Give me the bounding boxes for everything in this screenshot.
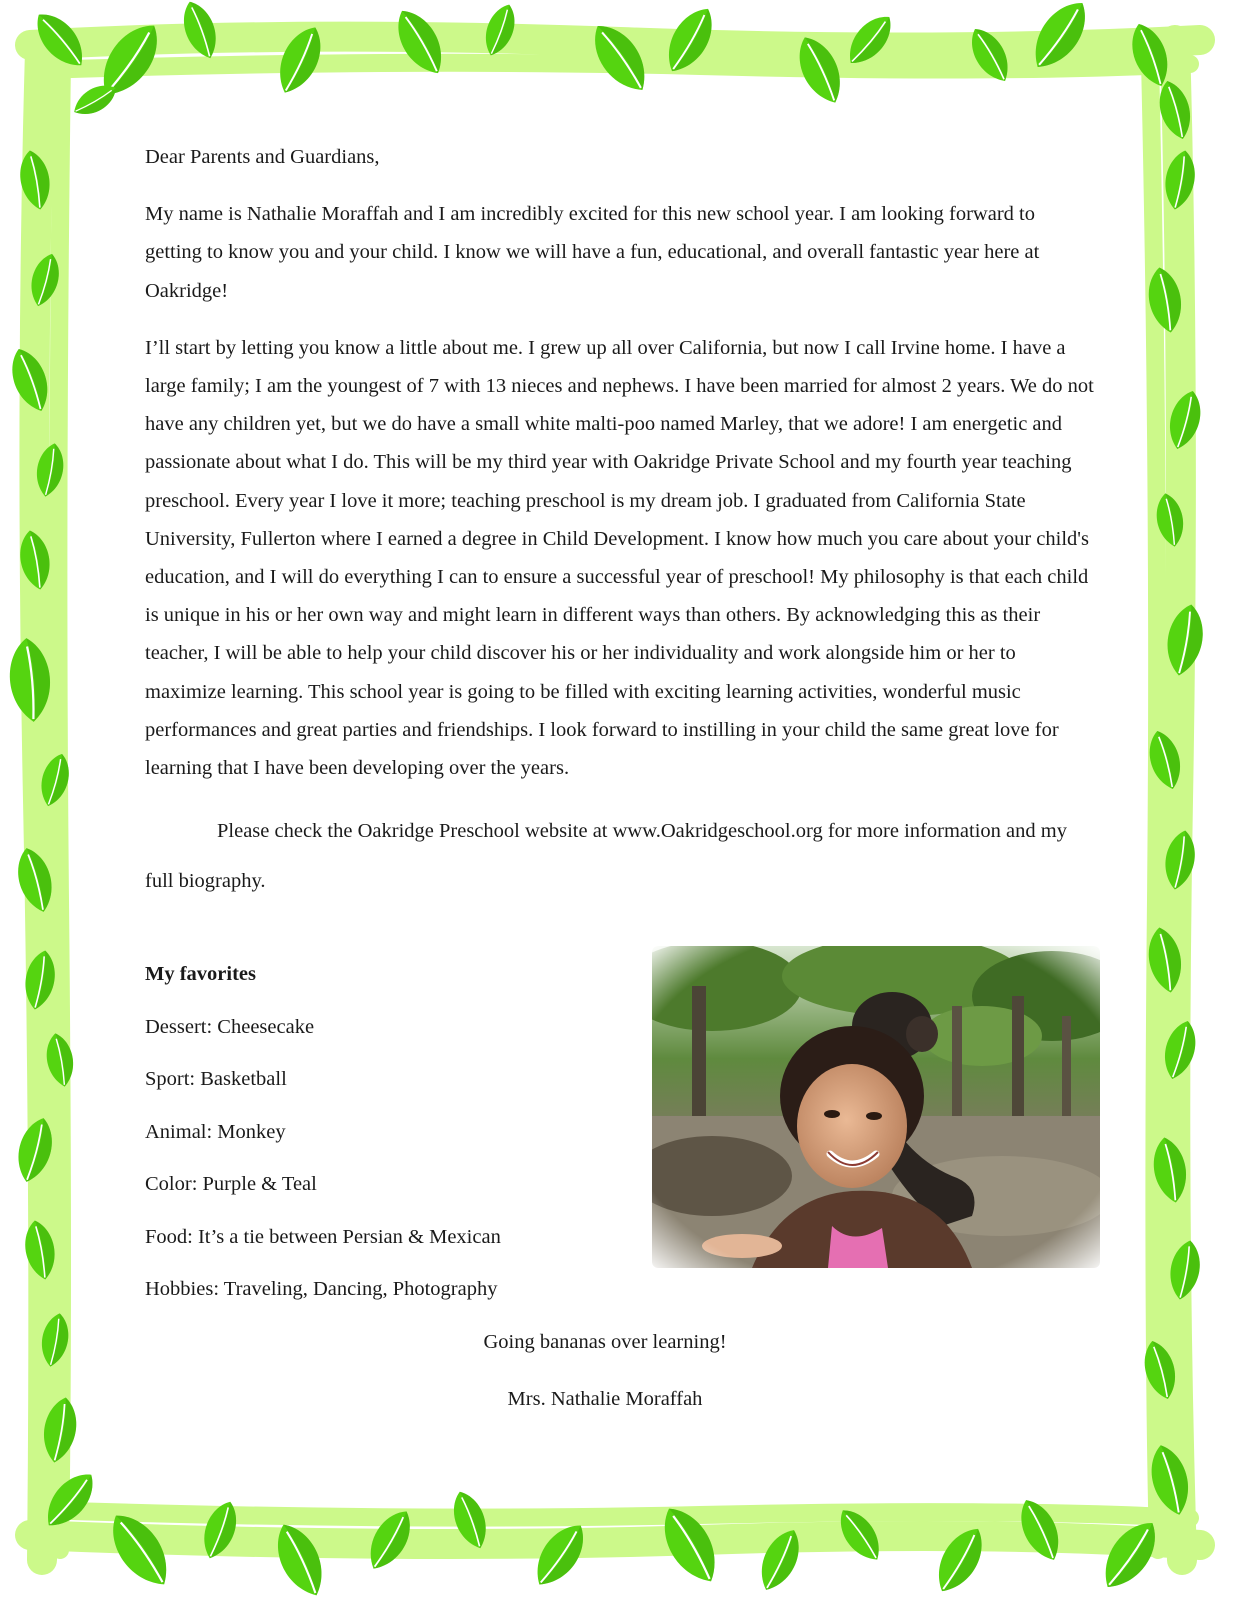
website-note: Please check the Oakridge Preschool website at www.Oakridgeschool.org for more information and my full biography. bbox=[145, 820, 1067, 893]
frame-stroke bbox=[1175, 40, 1182, 1560]
greeting: Dear Parents and Guardians, bbox=[145, 146, 380, 168]
favorite-item-sport: Sport: Basketball bbox=[145, 1068, 287, 1090]
favorite-item-animal: Animal: Monkey bbox=[145, 1120, 286, 1143]
closing-motto: Going bananas over learning! bbox=[483, 1331, 727, 1353]
about-me-paragraph: I’ll start by letting you know a little about me. I grew up all over California, but now I call Irvine home. I have a large family; I am the youngest of 7 with 13 nieces and nephews. I have been married for almost 2 years. We do not have any children yet, but we do have a small white malti-poo named Marley, that we adore! I am energetic and passionate about what I do. This will be my third year with Oakridge Private School and my fourth year teaching preschool. Every year I love it more; teaching preschool is my dream job. I graduated from California State University, Fullerton where I earned a degree in Child Development. I know how much you care about your child's education, and I will do everything I can to ensure a successful year of preschool! My philosophy is that each child is unique in his or her own way and might learn in different ways than others. By acknowledging this as their teacher, I will be able to help your child discover his or her individuality and work alongside him or her to maximize learning. This school year is going to be filled with exciting learning activities, wonderful music performances and great parties and friendships. I look forward to instilling in your child the same great love for learning that I have been developing over the years. bbox=[145, 336, 1094, 780]
favorites-heading: My favorites bbox=[145, 963, 256, 985]
signature: Mrs. Nathalie Moraffah bbox=[507, 1388, 703, 1410]
favorite-item-hobbies: Hobbies: Traveling, Dancing, Photography bbox=[145, 1278, 498, 1300]
favorites-list bbox=[145, 955, 625, 1323]
letter-body bbox=[145, 138, 1095, 906]
favorite-item-food: Food: It’s a tie between Persian & Mexican bbox=[145, 1225, 501, 1248]
favorite-item-color: Color: Purple & Teal bbox=[145, 1173, 317, 1195]
teacher-photo bbox=[652, 946, 1100, 1268]
favorite-item-dessert: Dessert: Cheesecake bbox=[145, 1015, 315, 1038]
intro-paragraph: My name is Nathalie Moraffah and I am incredibly excited for this new school year. I am looking forward to getting to know you and your child. I know we will have a fun, educational, and overall fantastic year here at Oakridge! bbox=[145, 203, 1040, 302]
